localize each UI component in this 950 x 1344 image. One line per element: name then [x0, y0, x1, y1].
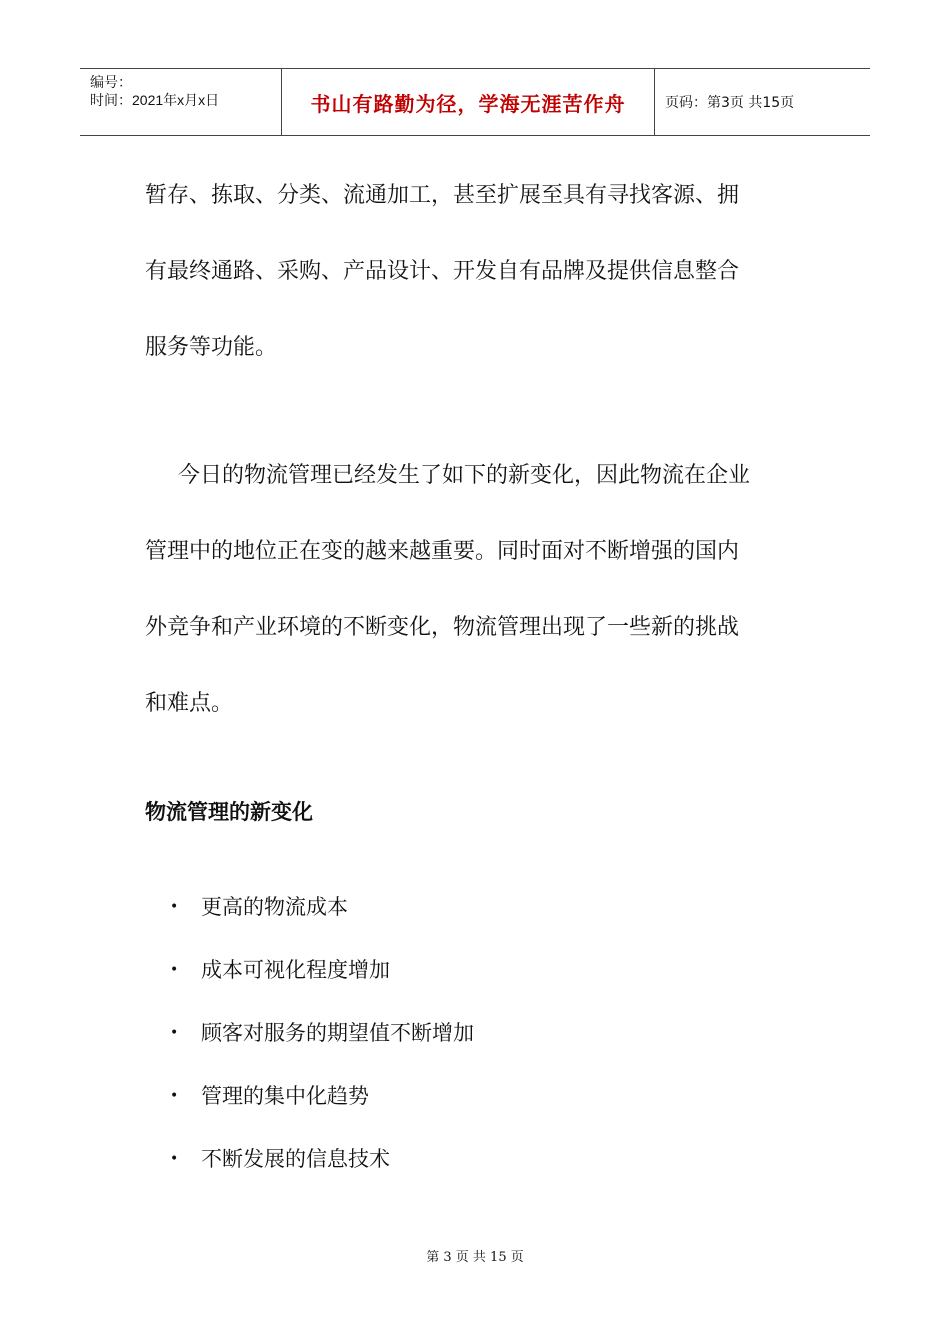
paragraph-line: 外竞争和产业环境的不断变化，物流管理出现了一些新的挑战	[145, 615, 740, 640]
motto-text: 书山有路勤为径，学海无涯苦作舟	[310, 91, 626, 116]
list-item-text: 更高的物流成本	[201, 895, 348, 919]
bullet-icon: •	[170, 1151, 179, 1167]
list-item-text: 顾客对服务的期望值不断增加	[201, 1021, 474, 1045]
bullet-icon: •	[170, 1025, 179, 1041]
list-item	[170, 1065, 474, 1128]
header-meta	[80, 69, 282, 135]
bullet-icon: •	[170, 899, 179, 915]
page-info-text: 页码：第3页 共15页	[665, 95, 795, 111]
paragraph-line: 和难点。	[145, 691, 234, 716]
paragraph-line: 暂存、拣取、分类、流通加工，甚至扩展至具有寻找客源、拥	[145, 183, 740, 208]
list-item-text: 成本可视化程度增加	[201, 958, 390, 982]
date-label: 时间：2021年x月x日	[90, 92, 220, 108]
paragraph-line: 今日的物流管理已经发生了如下的新变化，因此物流在企业	[178, 463, 751, 488]
list-item-text: 管理的集中化趋势	[201, 1084, 369, 1108]
bullet-icon: •	[170, 962, 179, 978]
paragraph-line: 服务等功能。	[145, 335, 278, 360]
paragraph-line: 有最终通路、采购、产品设计、开发自有品牌及提供信息整合	[145, 259, 740, 284]
list-item	[170, 1128, 474, 1191]
bullet-icon: •	[170, 1088, 179, 1104]
bullet-list	[170, 876, 474, 1191]
section-heading: 物流管理的新变化	[145, 800, 313, 824]
list-item	[170, 1002, 474, 1065]
header-motto-cell	[282, 69, 655, 135]
serial-label: 编号：	[90, 74, 132, 90]
list-item-text: 不断发展的信息技术	[201, 1147, 390, 1171]
document-body	[145, 158, 805, 742]
list-item	[170, 876, 474, 939]
page-header	[80, 68, 870, 136]
paragraph-line: 管理中的地位正在变的越来越重要。同时面对不断增强的国内	[145, 539, 740, 564]
list-item	[170, 939, 474, 1002]
page-footer: 第 3 页 共 15 页	[426, 1250, 524, 1265]
header-page-info	[655, 69, 870, 135]
